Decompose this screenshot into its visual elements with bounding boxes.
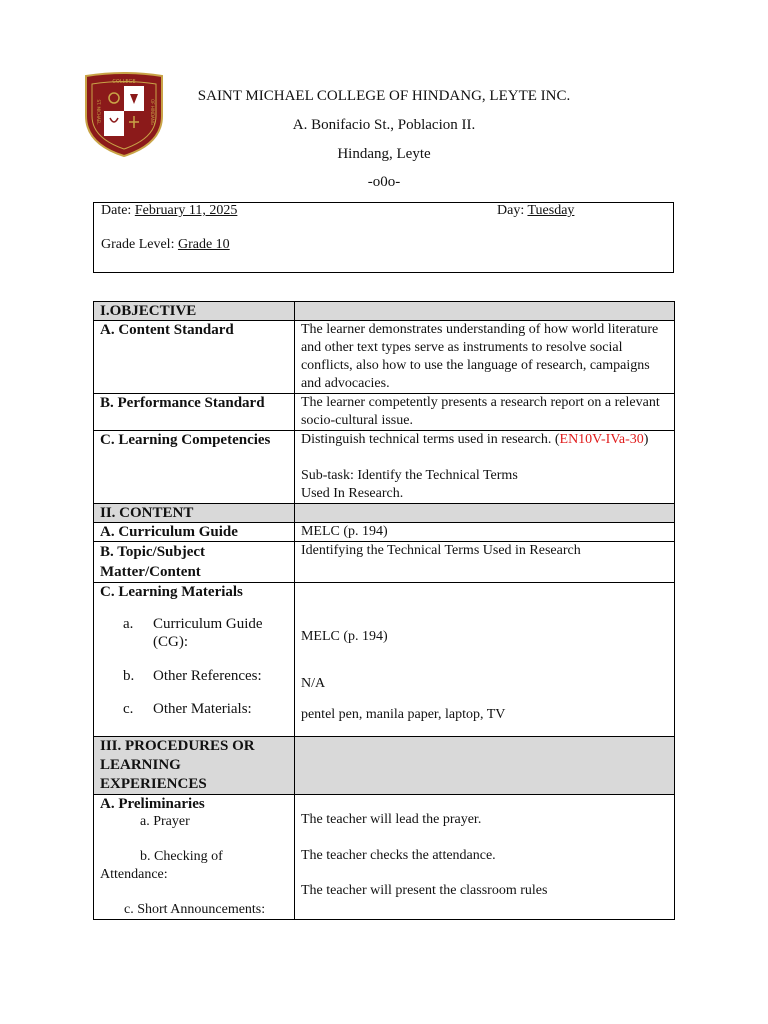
seal-right-text: OF HINDANG — [150, 99, 155, 125]
day-label: Day: — [497, 203, 528, 218]
preliminaries-values — [294, 795, 674, 920]
performance-standard-label: B. Performance Standard — [94, 394, 295, 431]
seal-left-text: ST. MICHAEL — [96, 99, 101, 125]
grade-value: Grade 10 — [177, 237, 230, 252]
attendance-label: b. Checking of Attendance: — [100, 849, 223, 882]
grade-label: Grade Level: — [101, 237, 178, 252]
topic-label: B. Topic/Subject Matter/Content — [94, 542, 295, 583]
material-item-cg: a. Curriculum Guide (CG): — [123, 616, 263, 650]
performance-standard-row — [94, 394, 675, 431]
material-value-references: N/A — [300, 676, 326, 691]
grade-field — [101, 237, 230, 253]
attendance-text: The teacher checks the attendance. — [300, 848, 496, 863]
prayer-label: a. Prayer — [140, 814, 190, 829]
material-value-cg: MELC (p. 194) — [300, 629, 388, 644]
competency-text: Distinguish technical terms used in research. (EN10V-IVa-30) — [300, 432, 649, 447]
procedures-header-row — [94, 737, 675, 795]
learning-materials-row — [94, 583, 675, 737]
header-separator: -o0o- — [367, 174, 401, 190]
seal-top-text: COLLEGE — [112, 79, 136, 85]
content-standard-label: A. Content Standard — [94, 321, 295, 394]
objective-header-row — [94, 302, 675, 321]
preliminaries-label: A. Preliminaries — [100, 796, 205, 812]
content-standard-row — [94, 321, 675, 394]
school-name: SAINT MICHAEL COLLEGE OF HINDANG, LEYTE INC. — [197, 88, 571, 104]
learning-materials-cell — [94, 583, 295, 737]
rules-text: The teacher will present the classroom rules — [300, 883, 548, 898]
curriculum-guide-label: A. Curriculum Guide — [94, 523, 295, 542]
material-item-references: b. Other References: — [123, 668, 262, 684]
preliminaries-cell — [94, 795, 295, 920]
topic-text: Identifying the Technical Terms Used in Research — [294, 542, 674, 583]
announcements-label: c. Short Announcements: — [124, 902, 266, 917]
prayer-text: The teacher will lead the prayer. — [300, 812, 482, 827]
date-value: February 11, 2025 — [134, 203, 238, 218]
learning-competencies-cell — [294, 431, 674, 504]
curriculum-guide-text: MELC (p. 194) — [294, 523, 674, 542]
content-header-row — [94, 504, 675, 523]
content-standard-text: The learner demonstrates understanding of how world literature and other text types serve as instruments to resolve social conflicts, also how to use the language of research, campaigns and advocacies. — [294, 321, 674, 394]
date-field — [101, 203, 237, 219]
day-field — [497, 203, 574, 219]
objective-header: I.OBJECTIVE — [94, 302, 295, 321]
preliminaries-row — [94, 795, 675, 920]
competency-code: EN10V-IVa-30 — [559, 432, 644, 447]
curriculum-guide-row — [94, 523, 675, 542]
school-town: Hindang, Leyte — [337, 146, 431, 162]
learning-competencies-label: C. Learning Competencies — [94, 431, 295, 504]
material-value-other: pentel pen, manila paper, laptop, TV — [300, 707, 506, 722]
date-label: Date: — [101, 203, 135, 218]
content-header: II. CONTENT — [94, 504, 295, 523]
learning-materials-label: C. Learning Materials — [100, 584, 243, 600]
day-value: Tuesday — [527, 203, 575, 218]
lesson-plan-table — [93, 301, 675, 920]
subtask-line-2: Used In Research. — [300, 486, 404, 501]
material-item-other: c. Other Materials: — [123, 701, 252, 717]
performance-standard-text: The learner competently presents a research report on a relevant socio-cultural issue. — [294, 394, 674, 431]
subtask-line-1: Sub-task: Identify the Technical Terms — [300, 468, 518, 483]
learning-materials-values — [294, 583, 674, 737]
procedures-header: III. PROCEDURES OR LEARNING EXPERIENCES — [94, 737, 295, 795]
date-grade-box — [93, 202, 674, 273]
topic-row — [94, 542, 675, 583]
learning-competencies-row — [94, 431, 675, 504]
school-address: A. Bonifacio St., Poblacion II. — [292, 117, 476, 133]
